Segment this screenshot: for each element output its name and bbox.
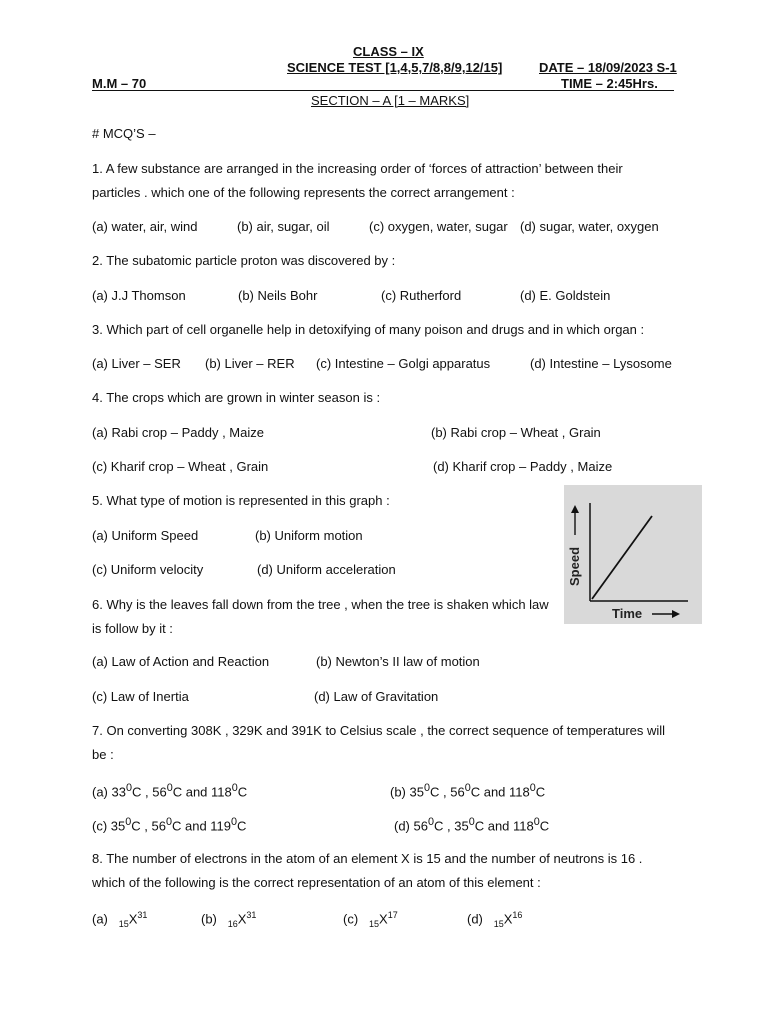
- q1-text-line1: 1. A few substance are arranged in the increasing order of ‘forces of attraction’ between their: [92, 161, 623, 176]
- q8-option-b: (b) $_{16}X^{31}$: [201, 910, 257, 929]
- date-label: DATE – 18/09/2023 S-1: [539, 60, 677, 75]
- max-marks-label: M.M – 70: [92, 76, 147, 91]
- q2-option-b: (b) Neils Bohr: [238, 288, 318, 303]
- q2-option-c: (c) Rutherford: [381, 288, 462, 303]
- q4-option-c: (c) Kharif crop – Wheat , Grain: [92, 459, 269, 474]
- q6-option-c: (c) Law of Inertia: [92, 689, 189, 704]
- graph-y-label: Speed: [567, 546, 582, 586]
- time-label: TIME – 2:45Hrs.: [561, 76, 658, 91]
- q2-option-a: (a) J.J Thomson: [92, 288, 186, 303]
- q5-text: 5. What type of motion is represented in this graph :: [92, 493, 390, 508]
- q1-text-line2: particles . which one of the following represents the correct arrangement :: [92, 185, 515, 200]
- q7-option-c: (c) $35^0C$ , $56^0C$ and $119^0C$: [92, 816, 247, 834]
- graph-x-arrow-head: [672, 610, 680, 618]
- q6-option-b: (b) Newton’s II law of motion: [316, 654, 480, 669]
- q4-option-b: (b) Rabi crop – Wheat , Grain: [431, 425, 601, 440]
- mcq-heading: # MCQ’S –: [92, 126, 156, 141]
- q4-option-d: (d) Kharif crop – Paddy , Maize: [433, 459, 613, 474]
- q6-text-line2: is follow by it :: [92, 621, 173, 636]
- q3-option-b: (b) Liver – RER: [205, 356, 295, 371]
- q7-text-line1: 7. On converting 308K , 329K and 391K to Celsius scale , the correct sequence of temperatures will: [92, 723, 666, 738]
- q8-option-c: (c) $_{15}X^{17}$: [343, 910, 398, 929]
- graph-y-arrow-head: [571, 505, 579, 513]
- q1-option-a: (a) water, air, wind: [92, 219, 198, 234]
- q7-option-b: (b) $35^0C$ , $56^0C$ and $118^0C$: [390, 782, 546, 800]
- q1-option-c: (c) oxygen, water, sugar: [369, 219, 508, 234]
- header-rule: [92, 90, 674, 91]
- q3-option-a: (a) Liver – SER: [92, 356, 181, 371]
- speed-time-graph: [564, 485, 702, 624]
- q3-text: 3. Which part of cell organelle help in detoxifying of many poison and drugs and in which organ :: [92, 322, 645, 337]
- q5-option-c: (c) Uniform velocity: [92, 562, 204, 577]
- q2-text: 2. The subatomic particle proton was discovered by :: [92, 253, 396, 268]
- q7-option-a: (a) $33^0C$ , $56^0C$ and $118^0C$: [92, 782, 248, 800]
- q8-text-line2: which of the following is the correct representation of an atom of this element :: [92, 875, 541, 890]
- q4-option-a: (a) Rabi crop – Paddy , Maize: [92, 425, 264, 440]
- class-label: CLASS – IX: [353, 44, 424, 59]
- q6-option-d: (d) Law of Gravitation: [314, 689, 439, 704]
- q1-option-d: (d) sugar, water, oxygen: [520, 219, 659, 234]
- test-title: SCIENCE TEST [1,4,5,7/8,8/9,12/15]: [287, 60, 503, 75]
- graph-speed-line: [592, 516, 652, 599]
- q8-text-line1: 8. The number of electrons in the atom of an element X is 15 and the number of neutrons is 16 .: [92, 851, 643, 866]
- q1-option-b: (b) air, sugar, oil: [237, 219, 330, 234]
- q3-option-d: (d) Intestine – Lysosome: [530, 356, 672, 371]
- q6-text-line1: 6. Why is the leaves fall down from the tree , when the tree is shaken which law: [92, 597, 549, 612]
- q5-option-d: (d) Uniform acceleration: [257, 562, 396, 577]
- q5-option-b: (b) Uniform motion: [255, 528, 363, 543]
- q2-option-d: (d) E. Goldstein: [520, 288, 611, 303]
- section-label: SECTION – A [1 – MARKS]: [311, 93, 470, 108]
- q5-option-a: (a) Uniform Speed: [92, 528, 199, 543]
- q8-option-d: (d) $_{15}X^{16}$: [467, 910, 523, 929]
- q6-option-a: (a) Law of Action and Reaction: [92, 654, 270, 669]
- q8-option-a: (a) $_{15}X^{31}$: [92, 910, 148, 929]
- q3-option-c: (c) Intestine – Golgi apparatus: [316, 356, 491, 371]
- graph-x-label: Time: [612, 606, 643, 621]
- q7-option-d: (d) $56^0C$ , $35^0C$ and $118^0C$: [394, 816, 550, 834]
- q7-text-line2: be :: [92, 747, 114, 762]
- q4-text: 4. The crops which are grown in winter season is :: [92, 390, 381, 405]
